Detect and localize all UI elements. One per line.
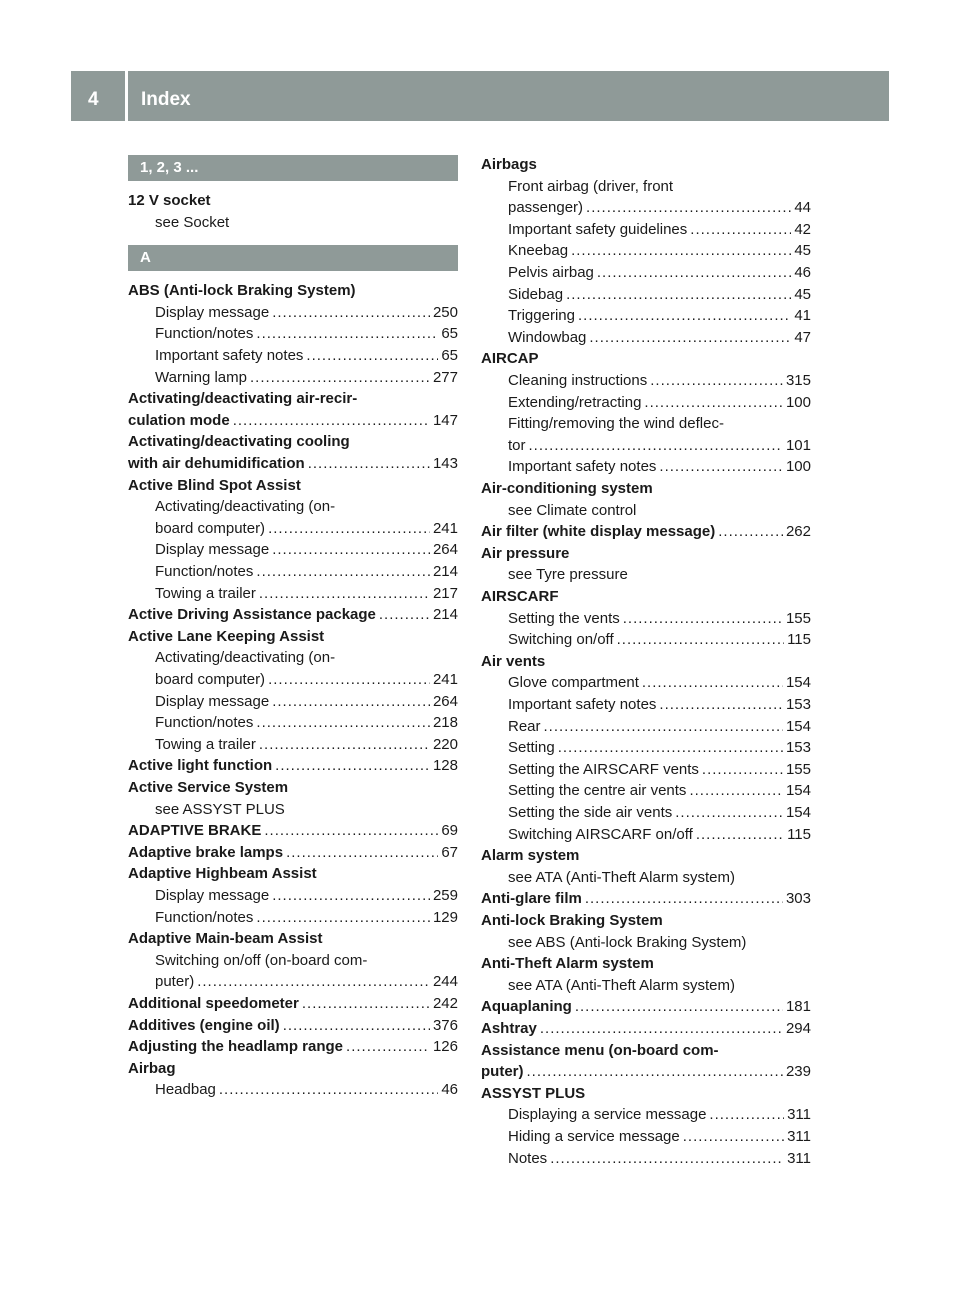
index-subentry [508,262,811,283]
page-reference: 45 [794,285,811,303]
page-reference: 153 [785,696,811,713]
index-subentry: see ATA (Anti-Theft Alarm system) [508,868,736,886]
page-reference: 46 [794,264,811,281]
index-entry: Air pressure [481,544,570,562]
dot-leader [283,1015,430,1036]
entry-text: Adjusting the headlamp range [128,1038,344,1056]
page-reference: 217 [432,584,458,602]
entry-text: Setting the centre air vents [508,782,687,800]
entry-text: tor [508,436,526,454]
index-section-header: A [128,245,458,271]
page-reference: 115 [787,825,811,843]
index-entry: AIRSCARF [481,588,559,605]
index-subentry [155,518,458,539]
page-reference: 143 [432,455,458,472]
page-reference: 154 [785,782,811,800]
dot-leader [586,197,791,218]
index-subentry: Front airbag (driver, front [508,177,674,195]
entry-text: Headbag [155,1081,216,1099]
index-entry [481,521,811,542]
dot-leader [259,583,430,604]
index-subentry [508,716,811,737]
page-reference: 214 [432,606,458,624]
dot-leader [718,521,783,542]
index-subentry [508,629,811,650]
entry-text: Display message [155,692,270,710]
entry-text: Air filter (white display message) [481,523,716,541]
page-reference: 154 [785,717,811,735]
index-entry: ABS (Anti-lock Braking System) [128,282,356,300]
entry-text: passenger) [508,199,584,217]
entry-text: Display message [155,303,270,321]
dot-leader [675,802,783,823]
index-subentry [508,694,811,715]
dot-leader [575,996,783,1017]
index-subentry [155,583,458,604]
entry-text: Aquaplaning [481,998,572,1016]
index-subentry [155,1079,458,1100]
index-entry: AIRCAP [481,350,539,368]
page-reference: 264 [432,692,458,710]
entry-text: Glove compartment [508,674,639,692]
entry-text: Additives (engine oil) [128,1016,280,1034]
page-reference: 239 [785,1063,811,1081]
dot-leader [250,367,430,388]
index-entry [128,410,458,431]
dot-leader [272,302,430,323]
entry-text: Setting the AIRSCARF vents [508,760,699,778]
page-number: 4 [88,89,99,110]
entry-text: Active light function [128,757,273,775]
dot-leader [644,392,783,413]
index-subentry [155,367,458,388]
page-reference: 262 [785,523,811,541]
index-subentry [508,456,811,477]
index-entry [128,842,458,863]
entry-text: Kneebag [508,242,569,260]
dot-leader [272,691,430,712]
entry-text: Hiding a service message [508,1128,680,1145]
dot-leader [308,453,430,474]
dot-leader [650,370,783,391]
page-reference: 154 [785,804,811,821]
page-reference: 126 [432,1038,458,1056]
dot-leader [702,759,783,780]
entry-text: board computer) [155,519,266,537]
index-subentry [508,240,811,261]
page-reference: 214 [432,563,458,580]
dot-leader [346,1036,430,1057]
index-subentry [155,734,458,755]
dot-leader [558,737,783,758]
index-subentry [155,669,458,690]
index-subentry [155,323,458,344]
index-subentry [155,539,458,560]
index-entry [481,888,811,909]
index-entry [128,604,458,625]
dot-leader [256,561,430,582]
entry-text: Function/notes [155,325,254,343]
entry-text: puter) [155,973,195,991]
page-reference: 65 [441,325,458,343]
entry-text: Adaptive brake lamps [128,843,284,861]
dot-leader [589,327,791,348]
index-subentry [508,284,811,305]
page-reference: 128 [432,757,458,775]
page-reference: 155 [785,760,811,778]
entry-text: Ashtray [481,1020,537,1037]
entry-text: Active Driving Assistance package [128,606,376,624]
index-subentry: see Tyre pressure [508,566,628,584]
dot-leader [272,539,430,560]
index-subentry [508,802,811,823]
dot-leader [597,262,791,283]
page-reference: 311 [787,1149,811,1167]
index-entry: Active Service System [128,779,289,796]
header-separator [125,71,128,121]
page-reference: 101 [785,436,811,454]
index-entry [128,1036,458,1057]
index-subentry [508,370,811,391]
dot-leader [566,284,791,305]
dot-leader [233,410,430,431]
entry-text: with air dehumidification [128,455,305,472]
index-entry [128,820,458,841]
page-reference: 242 [432,995,458,1012]
entry-text: Display message [155,541,270,559]
dot-leader [286,842,438,863]
index-subentry [508,197,811,218]
index-entry [128,1015,458,1036]
entry-text: ADAPTIVE BRAKE [128,822,262,840]
entry-text: Cleaning instructions [508,372,648,389]
dot-leader [306,345,438,366]
dot-leader [256,907,430,928]
page-reference: 311 [787,1106,811,1124]
index-subentry [508,824,811,845]
page-reference: 376 [432,1016,458,1034]
index-subentry: see ABS (Anti-lock Braking System) [508,933,747,951]
index-entry [128,755,458,776]
index-subentry [508,327,811,348]
dot-leader [540,1018,783,1039]
entry-text: Function/notes [155,563,254,580]
dot-leader [623,608,783,629]
dot-leader [642,672,783,693]
dot-leader [659,694,783,715]
dot-leader [264,820,438,841]
entry-text: Setting the vents [508,609,620,627]
entry-text: Towing a trailer [155,584,256,602]
dot-leader [272,885,430,906]
index-subentry [508,1126,811,1147]
dot-leader [527,1061,783,1082]
page-reference: 294 [785,1020,811,1037]
page-reference: 46 [441,1081,458,1099]
entry-text: Switching on/off [508,631,614,649]
dot-leader [259,734,430,755]
dot-leader [219,1079,438,1100]
index-subentry [155,345,458,366]
index-entry: Adaptive Main-beam Assist [128,930,323,948]
index-subentry [508,780,811,801]
page-reference: 277 [432,368,458,386]
index-subentry [508,1104,811,1125]
page-reference: 155 [785,609,811,627]
header-bar [71,71,889,121]
page-reference: 129 [432,908,458,926]
entry-text: Important safety notes [155,347,304,364]
page-reference: 100 [785,458,811,476]
index-subentry [508,672,811,693]
index-entry: ASSYST PLUS [481,1084,586,1102]
dot-leader [529,435,783,456]
page-reference: 153 [785,739,811,757]
page-reference: 218 [432,714,458,732]
index-entry: Alarm system [481,847,580,865]
entry-text: Setting the side air vents [508,804,673,821]
page-reference: 147 [432,411,458,429]
page-reference: 264 [432,541,458,559]
index-section-header: 1, 2, 3 ... [128,155,458,181]
page-reference: 241 [432,671,458,688]
page-reference: 303 [785,890,811,908]
index-subentry: Activating/deactivating (on- [155,649,336,667]
index-subentry [155,561,458,582]
index-subentry [508,392,811,413]
page-reference: 244 [432,973,458,991]
page-reference: 115 [787,631,811,649]
dot-leader [709,1104,784,1125]
entry-text: Setting [508,739,555,757]
dot-leader [256,712,430,733]
page-title: Index [141,89,191,110]
page-reference: 241 [432,519,458,537]
index-entry [481,996,811,1017]
entry-text: Sidebag [508,285,564,303]
index-entry: Airbag [128,1059,176,1077]
entry-text: Rear [508,717,541,735]
page-reference: 44 [794,199,811,217]
dot-leader [302,993,430,1014]
index-subentry: see ASSYST PLUS [155,800,285,818]
index-subentry [155,971,458,992]
entry-text: Additional speedometer [128,995,299,1012]
dot-leader [550,1148,784,1169]
entry-text: Important safety guidelines [508,220,688,238]
entry-text: Anti-glare film [481,890,582,908]
page-reference: 42 [794,220,811,238]
entry-text: puter) [481,1063,524,1081]
page-reference: 45 [794,242,811,260]
dot-leader [696,824,784,845]
dot-leader [617,629,784,650]
dot-leader [256,323,438,344]
index-subentry [155,885,458,906]
index-entry: Anti-Theft Alarm system [481,955,654,973]
index-subentry [508,608,811,629]
index-entry [481,1061,811,1082]
page-reference: 69 [441,822,458,840]
entry-text: board computer) [155,671,266,688]
index-entry: Active Blind Spot Assist [128,476,301,494]
entry-text: Function/notes [155,714,254,732]
index-entry: Air vents [481,652,546,670]
index-subentry [508,305,811,326]
dot-leader [571,240,791,261]
index-subentry [155,302,458,323]
index-subentry: see Climate control [508,501,637,519]
dot-leader [585,888,783,909]
entry-text: culation mode [128,411,230,429]
index-subentry [508,759,811,780]
page-reference: 311 [787,1128,811,1145]
index-entry: Active Lane Keeping Assist [128,627,325,645]
index-entry: Air-conditioning system [481,480,653,497]
dot-leader [275,755,430,776]
page-reference: 250 [432,303,458,321]
index-entry: Assistance menu (on-board com- [481,1041,719,1059]
entry-text: Important safety notes [508,696,657,713]
entry-text: Extending/retracting [508,393,642,411]
page-reference: 65 [441,347,458,364]
entry-text: Displaying a service message [508,1106,707,1124]
index-subentry: Fitting/removing the wind deflec- [508,415,724,433]
dot-leader [379,604,430,625]
dot-leader [659,456,783,477]
entry-text: Pelvis airbag [508,264,594,281]
entry-text: Function/notes [155,908,254,926]
index-entry: Adaptive Highbeam Assist [128,865,317,883]
entry-text: Triggering [508,307,575,325]
page-reference: 315 [785,372,811,389]
page-reference: 41 [794,307,811,325]
index-subentry: see ATA (Anti-Theft Alarm system) [508,976,736,994]
index-entry: 12 V socket [128,192,211,209]
entry-text: Towing a trailer [155,735,256,753]
dot-leader [683,1126,784,1147]
index-subentry [508,435,811,456]
dot-leader [689,780,783,801]
entry-text: Warning lamp [155,368,247,386]
dot-leader [690,219,791,240]
entry-text: Display message [155,887,270,904]
dot-leader [268,669,430,690]
page-reference: 220 [432,735,458,753]
page-reference: 47 [794,328,811,346]
index-subentry [508,219,811,240]
index-entry: Activating/deactivating air-recir- [128,390,358,408]
index-subentry [155,907,458,928]
index-subentry [508,737,811,758]
entry-text: Windowbag [508,328,587,346]
index-subentry: see Socket [155,213,230,231]
entry-text: Switching AIRSCARF on/off [508,825,693,843]
index-subentry: Switching on/off (on-board com- [155,951,368,969]
dot-leader [197,971,430,992]
entry-text: Important safety notes [508,458,657,476]
page-reference: 259 [432,887,458,904]
index-entry [481,1018,811,1039]
page-reference: 181 [785,998,811,1016]
index-entry [128,993,458,1014]
index-subentry: Activating/deactivating (on- [155,498,336,516]
dot-leader [268,518,430,539]
page-reference: 100 [785,393,811,411]
index-subentry [508,1148,811,1169]
page-reference: 154 [785,674,811,692]
index-entry: Airbags [481,156,537,173]
entry-text: Notes [508,1149,548,1167]
index-entry: Activating/deactivating cooling [128,433,350,451]
index-entry [128,453,458,474]
page-reference: 67 [441,843,458,861]
dot-leader [544,716,783,737]
index-entry: Anti-lock Braking System [481,912,663,929]
dot-leader [578,305,791,326]
index-subentry [155,691,458,712]
index-subentry [155,712,458,733]
